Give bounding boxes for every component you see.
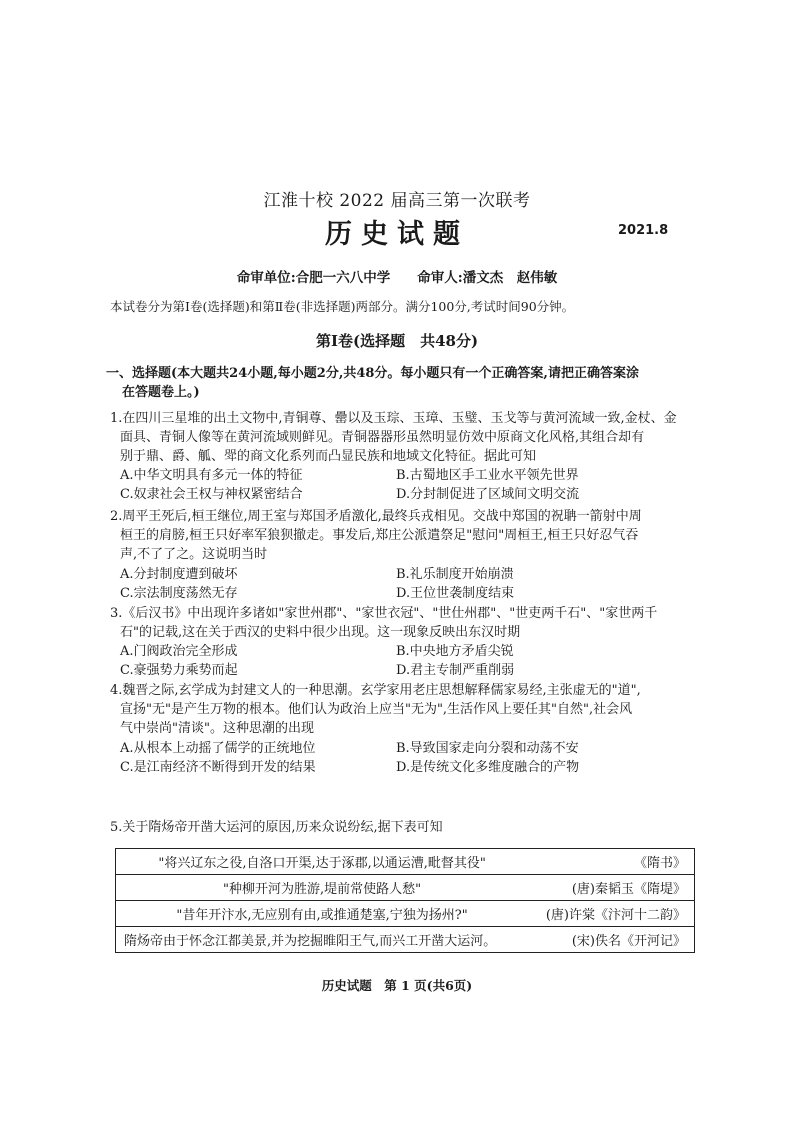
exam-date: 2021.8 [618,223,669,238]
source-table [115,848,695,953]
question-3 [110,604,700,642]
table-cell-citation: (宋)佚名《开河记》 [528,927,694,953]
question-5 [110,818,700,837]
option-a: A.分封制度遭到破坏 [120,567,238,582]
option-c: C.宗法制度荡然无存 [120,586,238,601]
table-cell-citation: 《隋书》 [528,849,694,875]
question-3-options [120,642,700,680]
question-line: 气中崇尚"清谈"。这种思潮的出现 [120,721,314,736]
table-row [116,849,695,875]
option-c: C.是江南经济不断得到开发的结果 [120,760,316,775]
table-row [116,901,695,927]
option-b: B.礼乐制度开始崩溃 [396,567,514,582]
question-4 [110,681,700,738]
question-line: 5.关于隋炀帝开凿大运河的原因,历来众说纷纭,据下表可知 [110,820,443,835]
exam-note: 本试卷分为第Ⅰ卷(选择题)和第Ⅱ卷(非选择题)两部分。满分100分,考试时间90分钟。 [110,299,575,314]
question-line: 桓王的肩膀,桓王只好率军狼狈撤走。事发后,郑庄公派遣祭足"慰问"周桓王,桓王只好忍气吞 [120,528,639,543]
table-cell-quote: "将兴辽东之役,自洛口开渠,达于涿郡,以通运漕,毗督其役" [116,849,529,875]
question-line: 石"的记载,这在关于西汉的史料中很少出现。这一现象反映出东汉时期 [120,625,521,640]
question-line: 声,不了了之。这说明当时 [120,547,268,562]
question-1 [110,409,700,466]
exam-subject-title: 历史试题 [325,219,469,250]
option-a: A.从根本上动摇了儒学的正统地位 [120,741,316,756]
exam-authors: 命审单位:合肥一六八中学 命审人:潘文杰 赵伟敏 [236,270,558,286]
option-d: D.分封制促进了区域间文明交流 [396,487,580,502]
instruction-line-1: 一、选择题(本大题共24小题,每小题2分,共48分。每小题只有一个正确答案,请把正确答案涂 [106,366,639,381]
table-cell-quote: 隋炀帝由于怀念江都美景,并为挖掘睢阳王气,而兴工开凿大运河。 [116,927,529,953]
option-d: D.君主专制严重削弱 [396,663,515,678]
option-b: B.古蜀地区手工业水平领先世界 [396,468,579,483]
option-d: D.王位世袭制度结束 [396,586,515,601]
question-line: 4.魏晋之际,玄学成为封建文人的一种思潮。玄学家用老庄思想解释儒家易经,主张虚无的"道", [110,683,641,698]
option-a: A.中华文明具有多元一体的特征 [120,468,303,483]
table-row [116,875,695,901]
section-instruction [106,364,700,402]
question-2-options [120,565,700,603]
table-cell-quote: "种柳开河为胜游,堤前常使路人愁" [116,875,529,901]
option-b: B.中央地方矛盾尖锐 [396,644,514,659]
option-a: A.门阀政治完全形成 [120,644,238,659]
table-cell-quote: "昔年开汴水,无应别有由,或推通楚塞,宁独为扬州?" [116,901,529,927]
option-c: C.奴隶社会王权与神权紧密结合 [120,487,303,502]
exam-series-title: 江淮十校 2022 届高三第一次联考 [263,191,531,211]
question-line: 2.周平王死后,桓王继位,周王室与郑国矛盾激化,最终兵戎相见。交战中郑国的祝聃一箭射中周 [110,509,642,524]
page-footer: 历史试题 第 1 页(共6页) [321,978,473,993]
part1-title: 第Ⅰ卷(选择题 共48分) [315,332,479,350]
question-line: 1.在四川三星堆的出土文物中,青铜尊、罍以及玉琮、玉璋、玉璧、玉戈等与黄河流域一致,金杖、金 [110,411,677,426]
table-row [116,927,695,953]
table-cell-citation: (唐)许棠《汴河十二韵》 [528,901,694,927]
question-1-options [120,466,700,504]
question-4-options [120,739,700,777]
question-line: 3.《后汉书》中出现许多诸如"家世州郡"、"家世衣冠"、"世仕州郡"、"世吏两千石"、"家世两千 [110,606,658,621]
option-c: C.豪强势力乘势而起 [120,663,238,678]
question-line: 别于鼎、爵、觚、斝的商文化系列而凸显民族和地域文化特征。据此可知 [120,449,537,464]
question-line: 面具、青铜人像等在黄河流域则鲜见。青铜器器形虽然明显仿效中原商文化风格,其组合却有 [120,430,645,445]
option-d: D.是传统文化多维度融合的产物 [396,760,580,775]
instruction-line-2: 在答题卷上。) [122,385,200,400]
option-b: B.导致国家走向分裂和动荡不安 [396,741,579,756]
table-cell-citation: (唐)秦韬玉《隋堤》 [528,875,694,901]
question-line: 宣扬"无"是产生万物的根本。他们认为政治上应当"无为",生活作风上要任其"自然",社会风 [120,702,633,717]
question-2 [110,507,700,564]
